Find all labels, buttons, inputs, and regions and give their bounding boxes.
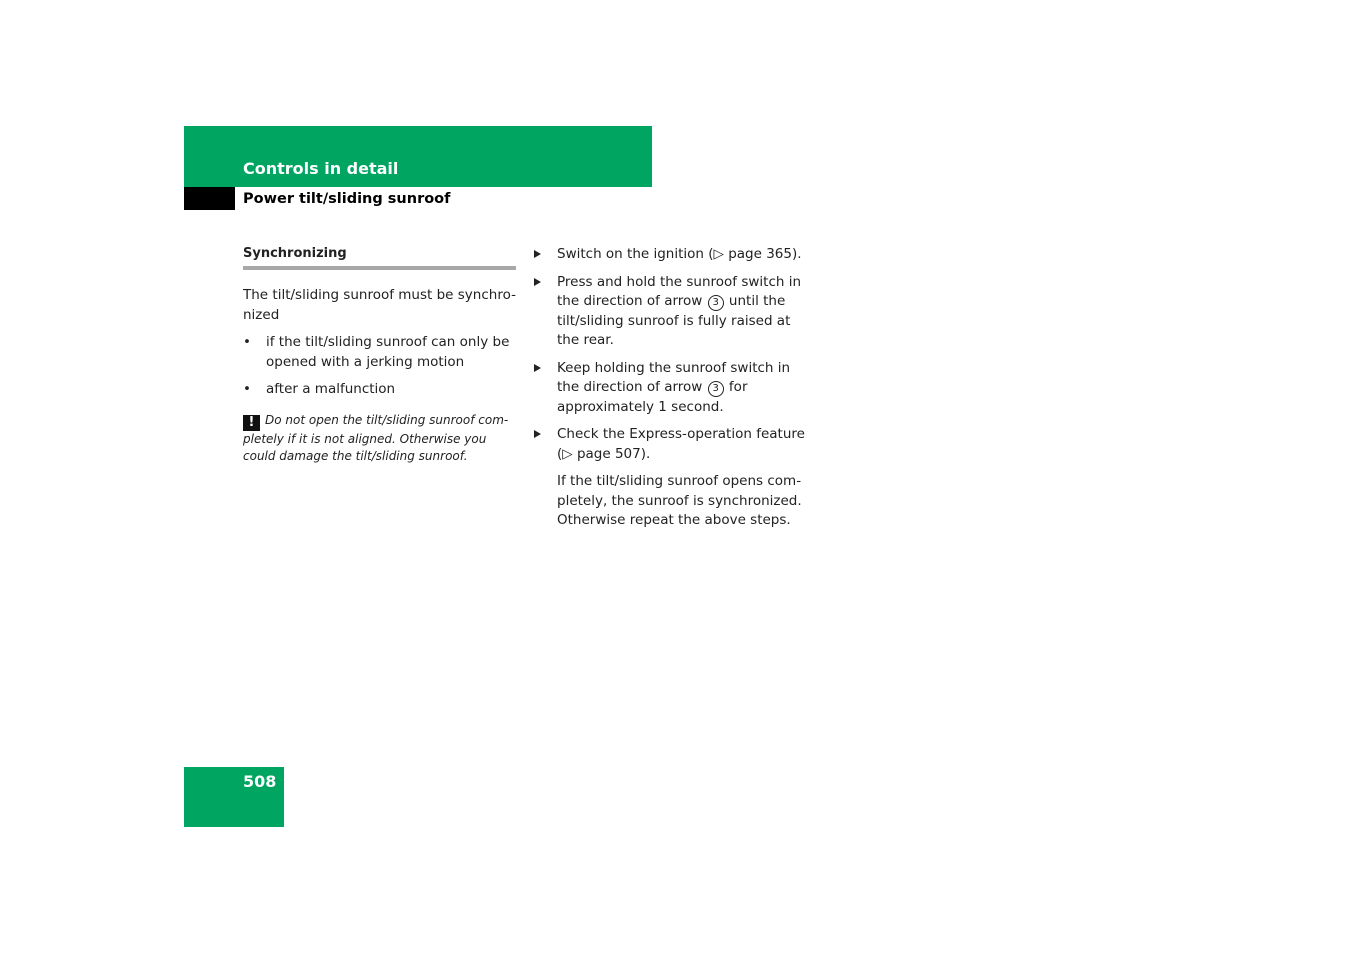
step-text-before: Keep holding the sunroof switch in the direction of arrow	[557, 359, 791, 395]
page-ref-icon: ▷	[562, 445, 573, 462]
callout-number-icon: 3	[708, 381, 724, 397]
list-item-text: if the tilt/sliding sunroof can only be opened with a jerking motion	[266, 334, 510, 370]
step-arrow-icon	[534, 430, 541, 438]
warning-note	[243, 412, 516, 465]
step-text-before: Press and hold the sunroof switch in the direction of arrow	[557, 273, 802, 309]
bullet-icon: •	[243, 334, 251, 350]
subsection-title: Power tilt/sliding sunroof	[243, 191, 451, 207]
section-title: Controls in detail	[243, 159, 399, 178]
instruction-step	[534, 425, 809, 464]
condition-list	[243, 333, 516, 400]
instruction-step	[534, 245, 809, 265]
instruction-step	[534, 273, 809, 351]
step-text-after: until the tilt/sliding sunroof is fully raised at the rear.	[557, 293, 791, 348]
intro-paragraph: The tilt/sliding sunroof must be synchro-nized	[243, 287, 516, 323]
list-item-text: after a malfunction	[266, 381, 396, 397]
step-arrow-icon	[534, 278, 541, 286]
warning-icon: !	[243, 415, 260, 431]
list-item	[243, 333, 516, 372]
list-item	[243, 380, 516, 400]
bullet-icon: •	[243, 381, 251, 397]
step-arrow-icon	[534, 364, 541, 372]
step-text-before: Check the Express-operation feature (	[557, 426, 805, 462]
step-text-after: page 507).	[572, 445, 651, 462]
instruction-step	[534, 359, 809, 418]
result-paragraph: If the tilt/sliding sunroof opens com-pletely, the sunroof is synchronized. Otherwise repeat the above steps.	[557, 473, 802, 528]
warning-text: Do not open the tilt/sliding sunroof com-pletely if it is not aligned. Otherwise you could damage the tilt/sliding sunroof.	[243, 412, 509, 463]
step-arrow-icon	[534, 250, 541, 258]
step-text-before: Switch on the ignition (	[557, 246, 714, 262]
section-marker-tab	[184, 187, 235, 210]
page-ref-icon: ▷	[713, 246, 724, 262]
synchronizing-heading: Synchronizing	[243, 246, 516, 270]
right-column	[534, 245, 809, 531]
step-text-after: for approximately 1 second.	[557, 379, 748, 415]
step-text-after: page 365).	[723, 246, 802, 262]
callout-number-icon: 3	[708, 295, 724, 311]
page-number: 508	[243, 772, 277, 791]
left-column	[243, 246, 516, 465]
